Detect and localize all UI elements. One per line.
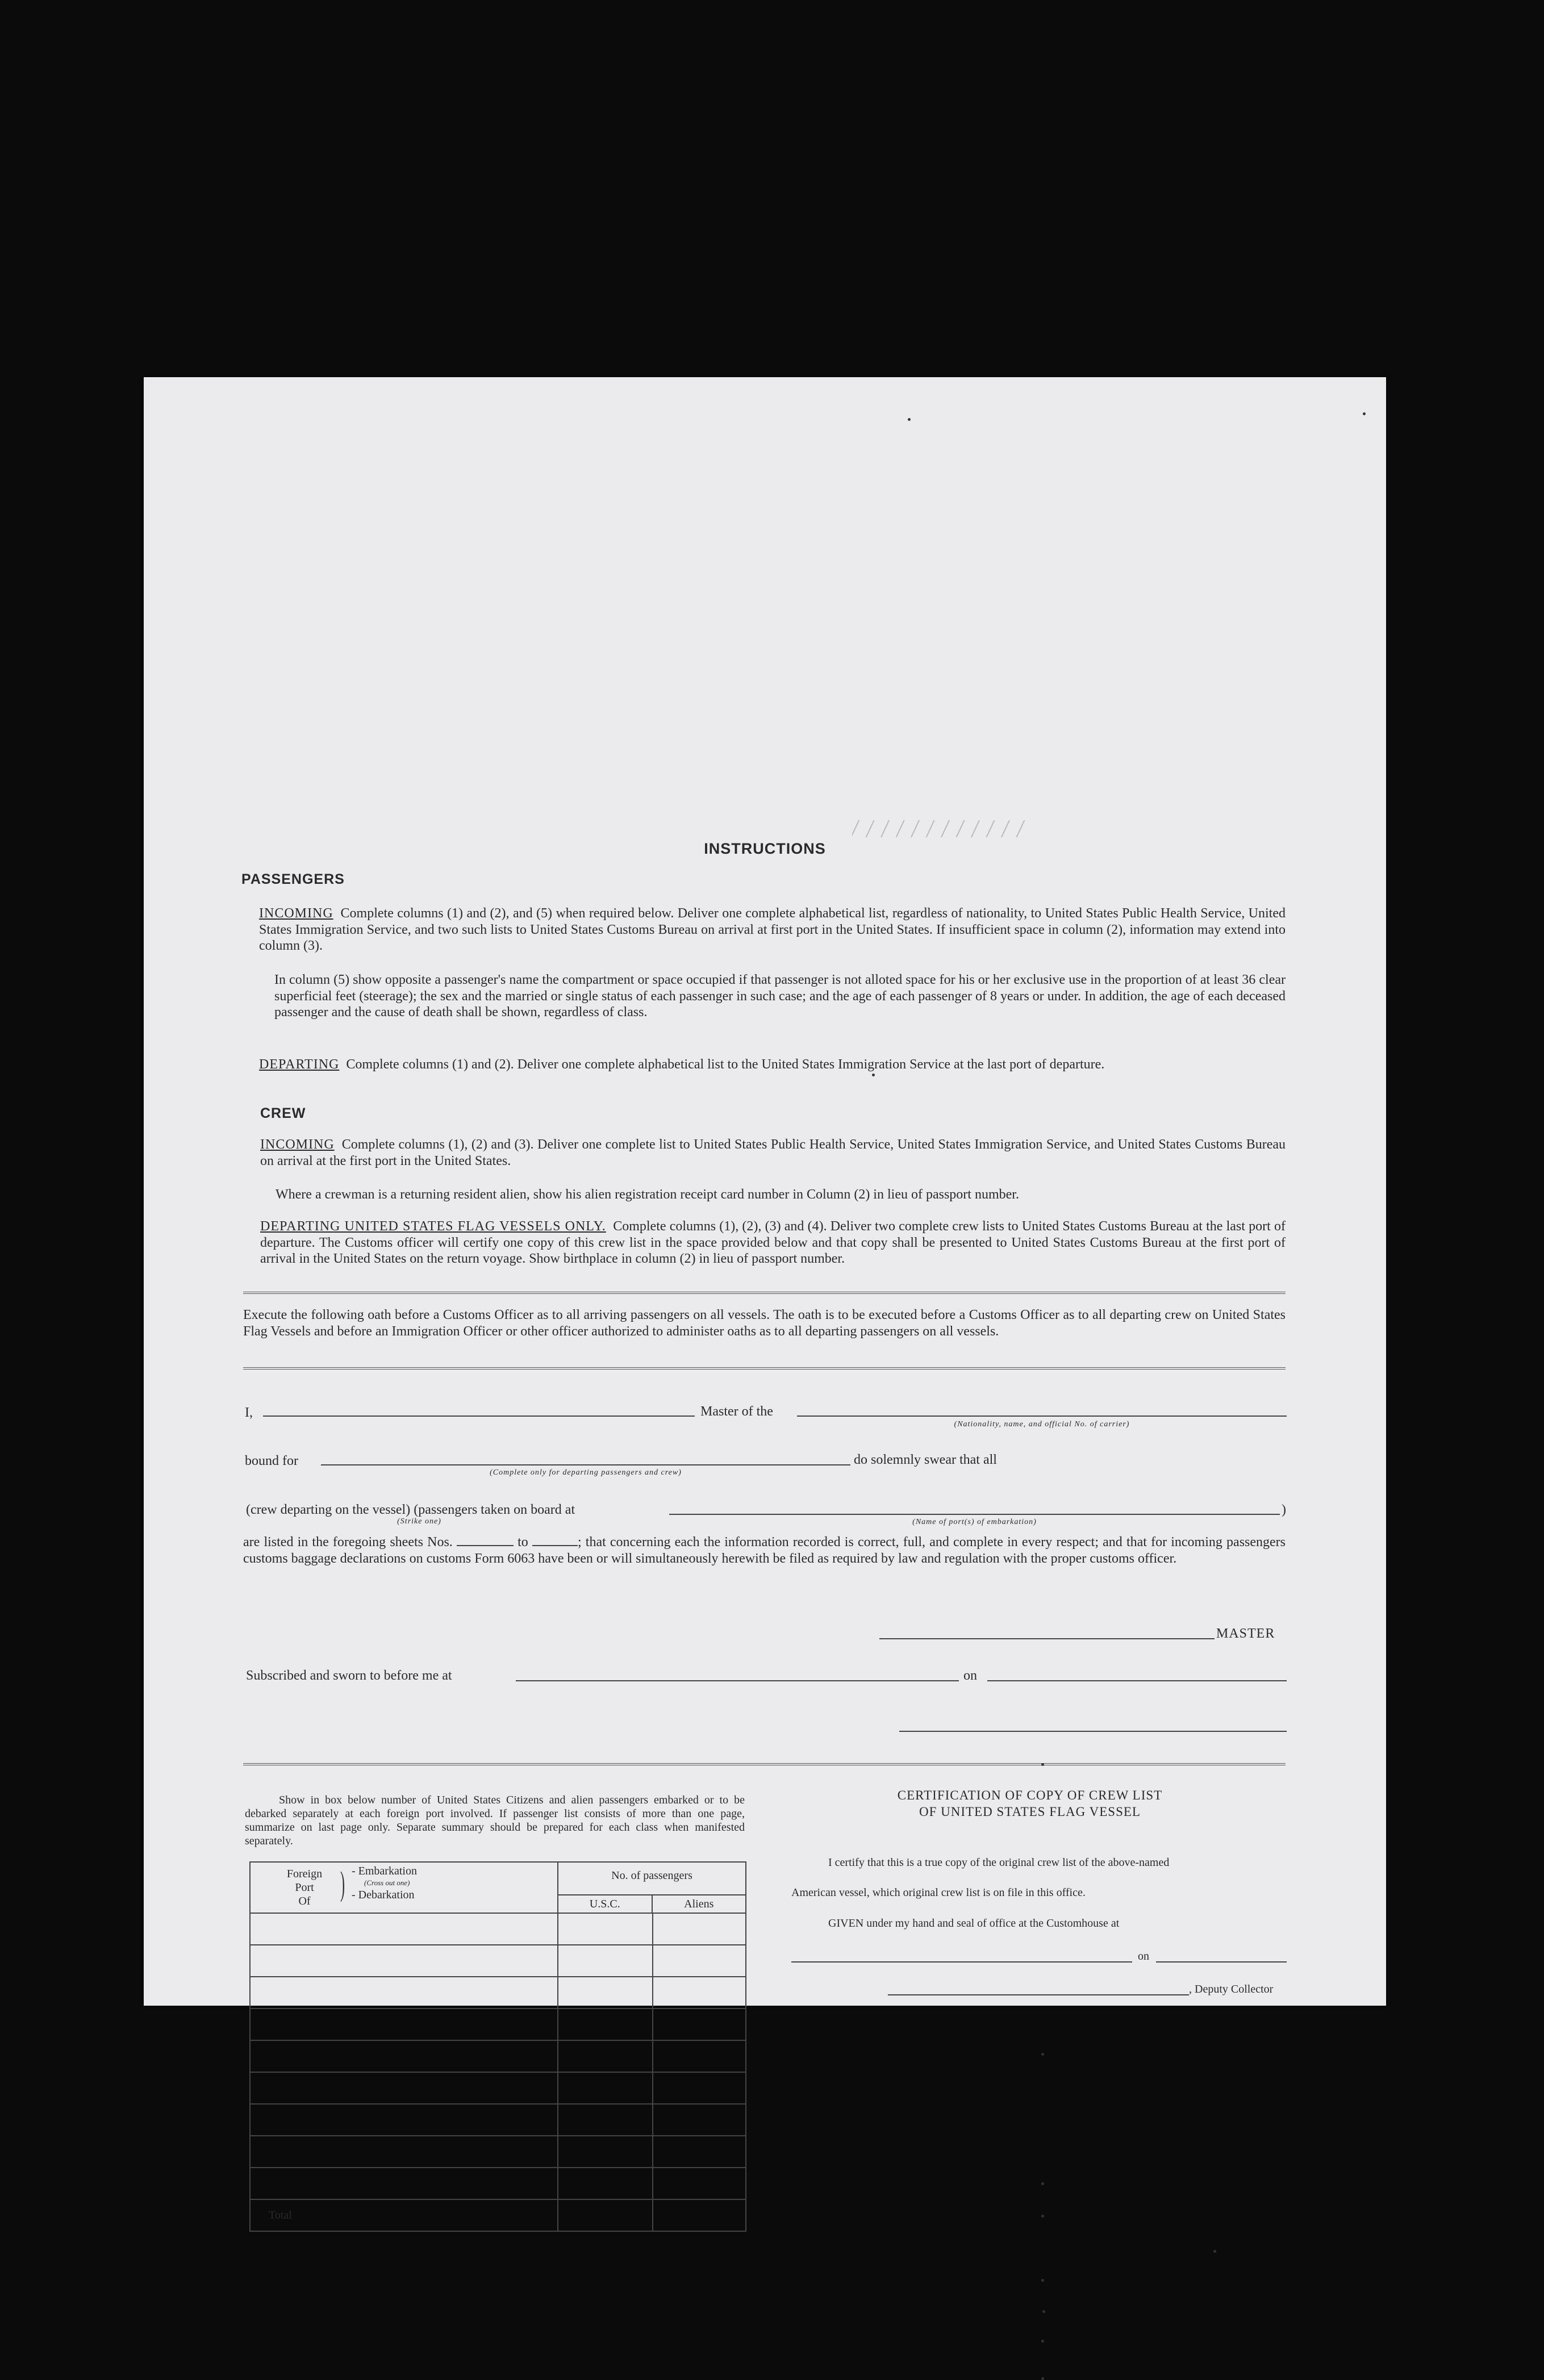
usc-cell[interactable] [558, 2168, 653, 2199]
embarkation-port-field[interactable] [669, 1514, 1280, 1515]
deputy-signature-field[interactable] [888, 1994, 1189, 1995]
certification-title-line2: OF UNITED STATES FLAG VESSEL [919, 1805, 1141, 1819]
master-of-label: Master of the [700, 1404, 773, 1419]
form-sheet [144, 377, 1386, 2222]
officer-signature-field[interactable] [899, 1731, 1287, 1732]
bound-caption: (Complete only for departing passengers and crew) [490, 1468, 682, 1477]
crew-heading: CREW [260, 1105, 306, 1121]
port-header-cell [250, 1862, 558, 1913]
port-caption: (Name of port(s) of embarkation) [912, 1518, 1037, 1526]
subheader-row [558, 1894, 745, 1913]
given-text: GIVEN under my hand and seal of office at the Customhouse at [828, 1917, 1120, 1930]
resident-alien-paragraph: Where a crewman is a returning resident alien, show his alien registration receipt card number in Column (2) in lieu of passport number. [276, 1187, 1019, 1202]
speck [908, 418, 911, 421]
passengers-heading: PASSENGERS [241, 871, 345, 887]
master-label: MASTER [1216, 1626, 1275, 1641]
carrier-field[interactable] [797, 1416, 1287, 1417]
usc-cell[interactable] [558, 2040, 653, 2072]
column5-paragraph: In column (5) show opposite a passenger's name the compartment or space occupied if that passenger is not alloted space for his or her exclusive use in the proportion of at least 36 clear superficial feet (steerage); the sex and the married or single status of each passenger in such case; and the age of each passenger of 8 years or under. In addition, the age of each deceased passenger and the cause of death shall be shown, regardless of class. [274, 972, 1286, 1020]
sheet-to-field[interactable] [532, 1545, 578, 1546]
passengers-departing-paragraph [259, 1057, 1286, 1073]
speck [1042, 2310, 1045, 2313]
port-cell[interactable] [250, 2168, 558, 2199]
no-of-passengers-label: No. of passengers [611, 1869, 692, 1882]
certify-text-2: American vessel, which original crew list is on file in this office. [791, 1886, 1086, 1899]
speck [1363, 412, 1366, 415]
port-label: Port [295, 1881, 314, 1894]
bound-for-field[interactable] [321, 1464, 850, 1465]
aliens-cell[interactable] [653, 2009, 746, 2040]
usc-total-cell[interactable] [558, 2199, 653, 2231]
usc-header: U.S.C. [558, 1895, 653, 1913]
usc-cell[interactable] [558, 1977, 653, 2009]
passengers-header-cell [558, 1862, 746, 1913]
port-cell[interactable] [250, 2072, 558, 2104]
stamp-marks [852, 820, 1028, 837]
passengers-departing-lead: DEPARTING [259, 1057, 340, 1072]
box-instruction: Show in box below number of United States Citizens and alien passengers embarked or to be debarked separately at each foreign port involved. If passenger list consists of more than one page, summarize on last page only. Separate summary should be prepared for each class when manifested separately. [245, 1794, 745, 1847]
port-cell[interactable] [250, 2040, 558, 2072]
aliens-cell[interactable] [653, 2168, 746, 2199]
usc-cell[interactable] [558, 2136, 653, 2168]
strike-caption: (Strike one) [397, 1517, 441, 1526]
crew-incoming-lead: INCOMING [260, 1137, 335, 1152]
passengers-incoming-paragraph [259, 905, 1286, 954]
usc-cell[interactable] [558, 2072, 653, 2104]
crew-departing-paragraph [260, 1218, 1286, 1267]
sworn-on-label: on [963, 1668, 977, 1683]
certification-title [859, 1787, 1200, 1820]
page-title: INSTRUCTIONS [704, 840, 826, 857]
sheet-from-field[interactable] [457, 1545, 514, 1546]
usc-cell[interactable] [558, 2009, 653, 2040]
speck [1041, 2340, 1044, 2343]
nationality-caption: (Nationality, name, and official No. of carrier) [954, 1420, 1130, 1429]
sworn-date-field[interactable] [987, 1680, 1287, 1681]
port-cell[interactable] [250, 2104, 558, 2136]
brace-mark: ) [340, 1865, 345, 1902]
listed-paragraph [243, 1534, 1286, 1567]
divider [243, 1367, 1286, 1369]
cert-date-field[interactable] [1156, 1961, 1287, 1963]
listed-text: ; that concerning each the information recorded is correct, full, and complete in every respect; and that for incoming passengers customs baggage declarations on customs Form 6063 have been or will simultaneously herewith be filed as required by law and regulation with the proper customs officer. [243, 1535, 1286, 1566]
aliens-cell[interactable] [653, 1977, 746, 2009]
master-name-field[interactable] [263, 1416, 695, 1417]
foreign-port-of [279, 1867, 330, 1908]
passenger-summary-table [249, 1861, 746, 2232]
of-label: Of [298, 1895, 311, 1907]
port-cell[interactable] [250, 2009, 558, 2040]
customhouse-field[interactable] [791, 1961, 1132, 1963]
crew-departing-lead: DEPARTING UNITED STATES FLAG VESSELS ONLY. [260, 1219, 606, 1234]
aliens-cell[interactable] [653, 2040, 746, 2072]
total-label: Total [250, 2199, 558, 2231]
aliens-header: Aliens [684, 1898, 714, 1910]
usc-cell[interactable] [558, 2104, 653, 2136]
oath-instruction: Execute the following oath before a Customs Officer as to all arriving passengers on all vessels. The oath is to be executed before a Customs Officer as to all departing crew on United States Flag Vessels and before an Immigration Officer or other officer authorized to administer oaths as to all departing passengers on all vessels. [243, 1308, 1286, 1339]
speck [1041, 2182, 1044, 2185]
port-cell[interactable] [250, 1945, 558, 1977]
cross-out-label: (Cross out one) [364, 1878, 410, 1887]
i-label: I, [245, 1405, 253, 1420]
foreign-label: Foreign [286, 1868, 323, 1880]
crew-departing-text: Complete columns (1), (2), (3) and (4). Deliver two complete crew lists to United States Customs Bureau at the last port of departure. The Customs officer will certify one copy of this crew list in the space provided below and that copy shall be presented to United States Customs Bureau at the first port of arrival in the United States on the return voyage. Show birthplace in column (2) in lieu of passport number. [260, 1219, 1286, 1266]
crew-passengers-label: (crew departing on the vessel) (passengers taken on board at [246, 1502, 575, 1517]
speck [1041, 2215, 1044, 2218]
aliens-cell[interactable] [653, 2104, 746, 2136]
master-signature-field[interactable] [879, 1638, 1215, 1639]
close-paren: ) [1282, 1502, 1286, 1517]
swear-text: do solemnly swear that all [854, 1452, 997, 1467]
port-cell[interactable] [250, 2136, 558, 2168]
speck [1041, 2053, 1044, 2056]
passengers-departing-text: Complete columns (1) and (2). Deliver one complete alphabetical list to the United States Immigration Service at the last port of departure. [346, 1057, 1105, 1072]
crew-incoming-text: Complete columns (1), (2) and (3). Deliver one complete list to United States Public Health Service, United States Immigration Service, and United States Customs Bureau on arrival at the first port in the United States. [260, 1137, 1286, 1168]
bound-for-label: bound for [245, 1454, 298, 1468]
port-cell[interactable] [250, 1977, 558, 2009]
passengers-incoming-lead: INCOMING [259, 906, 333, 921]
crew-incoming-paragraph [260, 1137, 1286, 1169]
aliens-cell[interactable] [653, 1913, 746, 1945]
speck [1041, 2377, 1044, 2380]
embarkation-label: - Embarkation [352, 1865, 417, 1877]
certify-text: I certify that this is a true copy of the original crew list of the above-named [828, 1856, 1170, 1869]
divider [243, 1763, 1286, 1765]
divider [243, 1292, 1286, 1294]
passengers-incoming-text: Complete columns (1) and (2), and (5) when required below. Deliver one complete alphabetical list, regardless of nationality, to United States Public Health Service, United States Immigration Service, and two such lists to United States Customs Bureau on arrival at first port in the United States. If insufficient space in column (2), information may extend into column (3). [259, 906, 1286, 953]
listed-prefix: are listed in the foregoing sheets Nos. [243, 1535, 453, 1550]
deputy-collector-label: , Deputy Collector [1189, 1983, 1274, 1995]
usc-cell[interactable] [558, 1945, 653, 1977]
usc-cell[interactable] [558, 1913, 653, 1945]
speck [872, 1074, 875, 1076]
aliens-cell[interactable] [653, 1945, 746, 1977]
aliens-cell[interactable] [653, 2136, 746, 2168]
aliens-total-cell[interactable] [653, 2199, 746, 2231]
port-cell[interactable] [250, 1913, 558, 1945]
subscribed-label: Subscribed and sworn to before me at [246, 1668, 452, 1683]
to-label: to [518, 1535, 528, 1550]
sworn-place-field[interactable] [516, 1680, 959, 1681]
speck [1213, 2250, 1216, 2253]
debarkation-label: - Debarkation [352, 1889, 415, 1901]
aliens-cell[interactable] [653, 2072, 746, 2104]
speck [1041, 1763, 1044, 1766]
certification-title-line1: CERTIFICATION OF COPY OF CREW LIST [897, 1788, 1163, 1802]
speck [1041, 2279, 1044, 2282]
cert-on-label: on [1138, 1950, 1149, 1963]
